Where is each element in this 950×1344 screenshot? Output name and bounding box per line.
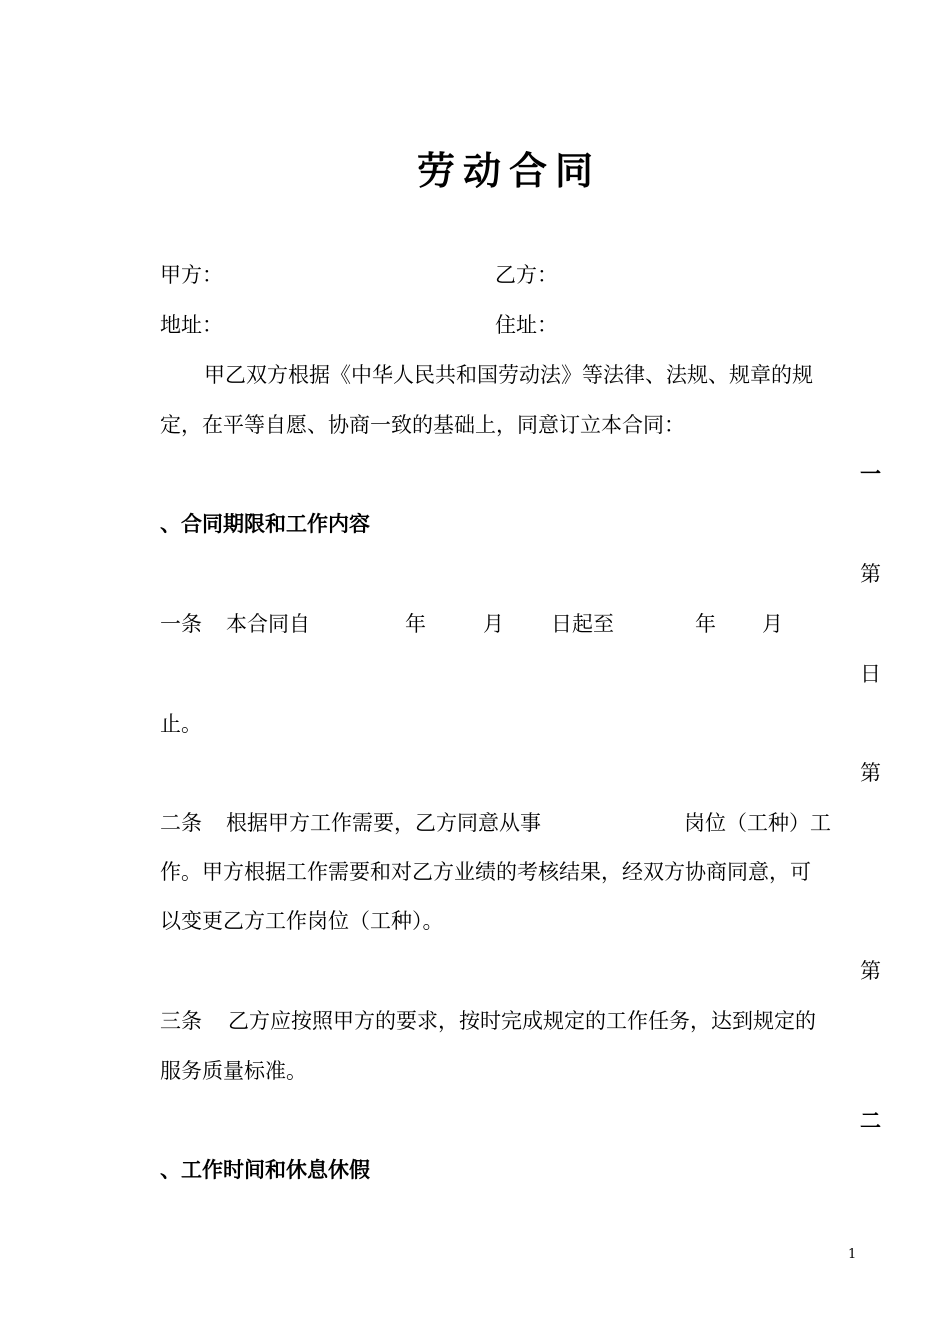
document-title: 劳动合同 xyxy=(416,148,601,193)
article-1-prefix: 第 xyxy=(860,562,881,586)
article-2-line-3: 以变更乙方工作岗位（工种）。 xyxy=(160,909,444,933)
party-b-label: 乙方： xyxy=(495,263,558,287)
article-2-prefix: 第 xyxy=(860,761,881,785)
section-2-number: 二 xyxy=(860,1109,881,1133)
section-2-heading: 、工作时间和休息休假 xyxy=(160,1158,370,1182)
article-3-text: 乙方应按照甲方的要求，按时完成规定的工作任务，达到规定的 xyxy=(228,1009,816,1033)
article-3-lead: 三条 xyxy=(160,1009,202,1033)
article-1-end: 止。 xyxy=(160,712,202,736)
article-1-lead: 一条 xyxy=(160,612,202,636)
article-3-line-2: 服务质量标准。 xyxy=(160,1059,307,1083)
article-2-line-2: 作。甲方根据工作需要和对乙方业绩的考核结果，经双方协商同意，可 xyxy=(160,860,811,884)
address-b-label: 住址： xyxy=(495,313,558,337)
address-a-label: 地址： xyxy=(160,313,223,337)
article-1-day: 日 xyxy=(860,662,881,686)
party-a-label: 甲方： xyxy=(160,263,223,287)
section-1-heading: 、合同期限和工作内容 xyxy=(160,512,370,536)
article-1-month-2: 月 xyxy=(762,612,783,636)
intro-line-2: 定，在平等自愿、协商一致的基础上，同意订立本合同： xyxy=(160,413,685,437)
article-1-year-2: 年 xyxy=(695,612,716,636)
section-1-number: 一 xyxy=(860,462,881,486)
article-1-text: 本合同自 xyxy=(226,612,310,636)
article-1-year-1: 年 xyxy=(405,612,426,636)
page-number: 1 xyxy=(848,1247,857,1262)
article-2-lead: 二条 xyxy=(160,811,202,835)
article-1-month-1: 月 xyxy=(483,612,504,636)
article-3-prefix: 第 xyxy=(860,959,881,983)
article-2-text-2: 岗位（工种）工 xyxy=(684,811,831,835)
article-2-text-1: 根据甲方工作需要，乙方同意从事 xyxy=(226,811,541,835)
intro-line-1: 甲乙双方根据《中华人民共和国劳动法》等法律、法规、规章的规 xyxy=(204,363,813,387)
article-1-day-to: 日起至 xyxy=(551,612,614,636)
